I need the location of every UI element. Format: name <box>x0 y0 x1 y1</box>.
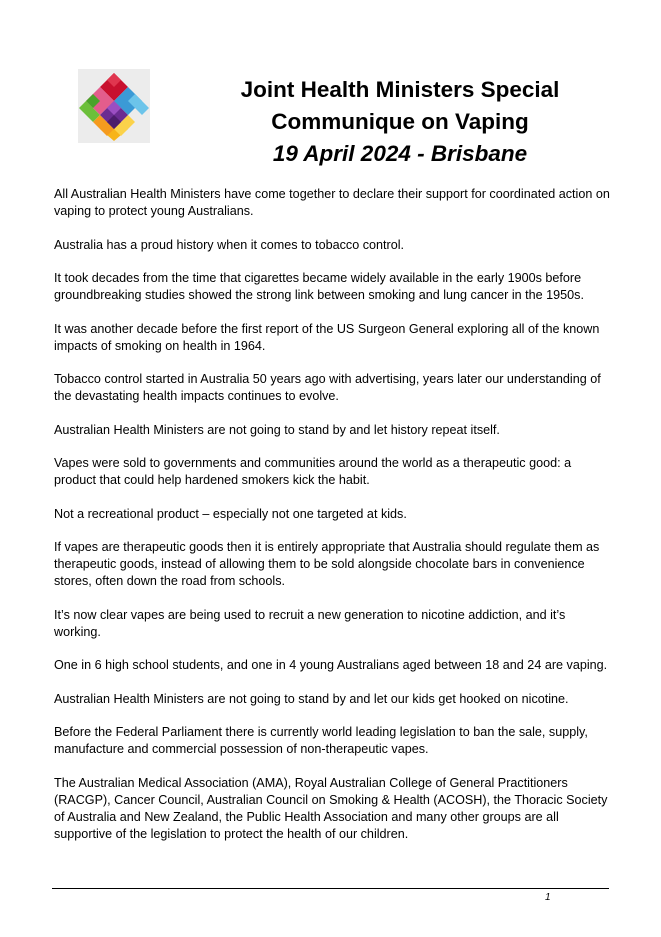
title-line-1: Joint Health Ministers Special <box>240 77 560 102</box>
communique-title <box>190 74 610 170</box>
paragraph-1: All Australian Health Ministers have come together to declare their support for coordinated action on vaping to protect young Australians. <box>54 187 610 218</box>
title-line-2: Communique on Vaping <box>271 109 529 134</box>
page-number: 1 <box>545 892 551 903</box>
paragraph-7: Vapes were sold to governments and communities around the world as a therapeutic good: a product that could help hardened smokers kick the habit. <box>54 456 572 487</box>
paragraph-14: The Australian Medical Association (AMA), Royal Australian College of General Practitioners (RACGP), Cancer Council, Australian Council on Smoking & Health (ACOSH), the Thoracic Society of Australia and New Zealand, the Public Health Association and many other groups are all supportive of the legislation to protect the health of our children. <box>54 775 608 841</box>
paragraph-4: It was another decade before the first report of the US Surgeon General exploring all of the known impacts of smoking on health in 1964. <box>54 321 600 353</box>
title-date-location: 19 April 2024 - Brisbane <box>272 141 528 166</box>
communique-body <box>54 186 614 859</box>
paragraph-6: Australian Health Ministers are not going to stand by and let history repeat itself. <box>54 422 500 437</box>
ministers-logo <box>78 69 150 143</box>
paragraph-10: It’s now clear vapes are being used to recruit a new generation to nicotine addiction, and it’s working. <box>54 607 566 639</box>
paragraph-5: Tobacco control started in Australia 50 years ago with advertising, years later our understanding of the devastating health impacts continues to evolve. <box>54 372 601 403</box>
paragraph-3: It took decades from the time that cigarettes became widely available in the early 1900s before groundbreaking studies showed the strong link between smoking and lung cancer in the 1950s. <box>54 271 584 302</box>
paragraph-12: Australian Health Ministers are not going to stand by and let our kids get hooked on nicotine. <box>54 691 569 706</box>
paragraph-8: Not a recreational product – especially not one targeted at kids. <box>54 506 407 521</box>
paragraph-13: Before the Federal Parliament there is currently world leading legislation to ban the sale, supply, manufacture and commercial possession of non-therapeutic vapes. <box>54 725 588 756</box>
paragraph-11: One in 6 high school students, and one in 4 young Australians aged between 18 and 24 are vaping. <box>54 658 608 672</box>
paragraph-9: If vapes are therapeutic goods then it is entirely appropriate that Australia should regulate them as therapeutic goods, instead of allowing them to be sold alongside chocolate bars in convenience stores, often down the road from schools. <box>54 540 600 588</box>
footer-divider <box>52 888 609 889</box>
paragraph-2: Australia has a proud history when it comes to tobacco control. <box>54 237 405 252</box>
diamond-mosaic-icon <box>78 69 150 143</box>
